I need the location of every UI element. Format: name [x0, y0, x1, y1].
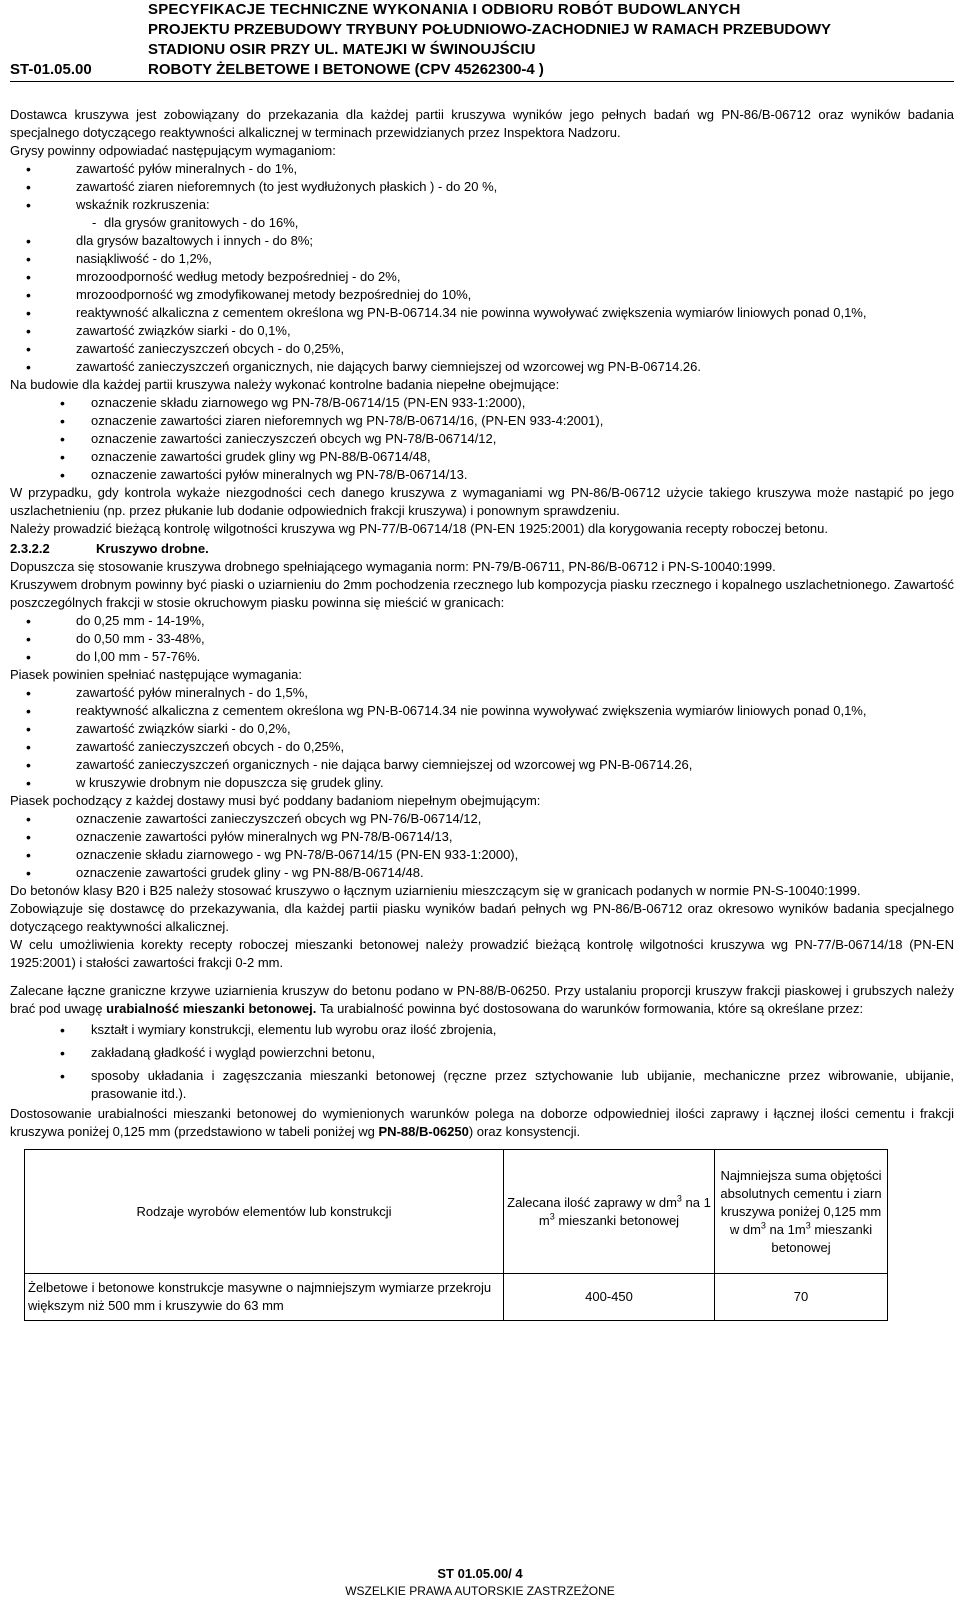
list-item: • oznaczenie zawartości pyłów mineralnych wg PN-78/B-06714/13.	[10, 466, 954, 484]
list-item: • zawartość zanieczyszczeń obcych - do 0,25%,	[10, 340, 954, 358]
list-item: • oznaczenie składu ziarnowego wg PN-78/B-06714/15 (PN-EN 933-1:2000),	[10, 394, 954, 412]
list-item: • mrozoodporność wg zmodyfikowanej metody bezpośredniej do 10%,	[10, 286, 954, 304]
text-run: Ta urabialność powinna być dostosowana do warunków formowania, które są określane przez:	[316, 1001, 864, 1016]
text-run: na 1m	[765, 1221, 806, 1237]
list-item: • oznaczenie zawartości ziaren nieforemnych wg PN-78/B-06714/16, (PN-EN 933-4:2001),	[10, 412, 954, 430]
list-item: • zawartość zanieczyszczeń organicznych - nie dająca barwy ciemniejszej od wzorcowej wg PN-B-06714.26,	[10, 756, 954, 774]
section-heading	[10, 540, 954, 558]
paragraph: Piasek pochodzący z każdej dostawy musi być poddany badaniom niepełnym obejmującym:	[10, 793, 541, 808]
list-item: - dla grysów granitowych - do 16%,	[10, 214, 954, 232]
table-header-cell	[504, 1150, 715, 1274]
list-item: • oznaczenie składu ziarnowego - wg PN-78/B-06714/15 (PN-EN 933-1:2000),	[10, 846, 954, 864]
bullet-list	[10, 232, 954, 376]
paragraph: Dostawca kruszywa jest zobowiązany do przekazania dla każdej partii kruszywa wyników jego pełnych badań wg PN-86/B-06712 oraz wyników badania specjalnego dotyczącego reaktywności alkalicznej w terminach przewidzianych przez Inspektora Nadzoru.	[10, 107, 954, 140]
paragraph: W przypadku, gdy kontrola wykaże niezgodności cech danego kruszywa z wymaganiami wg PN-86/B-06712 użycie takiego kruszywa może nastąpić po jego uszlachetnieniu (np. przez płukanie lub dodanie odpowiednich frakcji kruszywa) i ponownym sprawdzeniu.	[10, 485, 954, 518]
list-item: • dla grysów bazaltowych i innych - do 8%;	[10, 232, 954, 250]
section-number: 2.3.2.2	[10, 541, 50, 556]
list-item: • nasiąkliwość - do 1,2%,	[10, 250, 954, 268]
paragraph: Piasek powinien spełniać następujące wymagania:	[10, 667, 302, 682]
table-cell: Żelbetowe i betonowe konstrukcje masywne o najmniejszym wymiarze przekroju większym niż 500 mm i kruszywie do 63 mm	[25, 1274, 504, 1321]
list-item: • oznaczenie zawartości zanieczyszczeń obcych wg PN-76/B-06714/12,	[10, 810, 954, 828]
paragraph	[10, 982, 954, 1018]
list-item: • zawartość pyłów mineralnych - do 1%,	[10, 160, 954, 178]
table-cell: 400-450	[504, 1274, 715, 1321]
document-body	[10, 106, 954, 1321]
bold-text: urabialność mieszanki betonowej.	[106, 1001, 317, 1016]
table-row	[25, 1274, 888, 1321]
text-run: mieszanki betonowej	[554, 1212, 680, 1228]
text-run: Zalecana ilość zaprawy w dm	[507, 1194, 677, 1210]
bullet-list	[10, 810, 954, 882]
paragraph: Do betonów klasy B20 i B25 należy stosować kruszywo o łącznym uziarnieniu mieszczącym się w granicach podanych w normie PN-S-10040:1999.	[10, 883, 861, 898]
document-page	[10, 0, 954, 1321]
list-item: • reaktywność alkaliczna z cementem określona wg PN-B-06714.34 nie powinna wywoływać zwiększenia wymiarów liniowych ponad 0,1%,	[10, 702, 954, 720]
list-item: • zawartość związków siarki - do 0,2%,	[10, 720, 954, 738]
paragraph: Na budowie dla każdej partii kruszywa należy wykonać kontrolne badania niepełne obejmujące:	[10, 377, 560, 392]
paragraph: Dopuszcza się stosowanie kruszywa drobnego spełniającego wymagania norm: PN-79/B-06711, PN-86/B-06712 i PN-S-10040:1999.	[10, 559, 776, 574]
list-item: • sposoby układania i zagęszczania mieszanki betonowej (ręczne przez sztychowanie lub ubijanie, mechaniczne przez wibrowanie, ubijanie, prasowanie itd.).	[10, 1067, 954, 1103]
list-item: • w kruszywie drobnym nie dopuszcza się grudek gliny.	[10, 774, 954, 792]
bullet-list	[10, 394, 954, 484]
header-line-4	[10, 60, 954, 82]
table-cell: 70	[715, 1274, 888, 1321]
dash-list	[10, 214, 954, 232]
bold-text: PN-88/B-06250	[378, 1124, 469, 1139]
text-run: Najmniejsza suma objętości absolutnych cementu i ziarn kruszywa poniżej 0,125 mm w dm	[720, 1167, 882, 1237]
text-run: ) oraz konsystencji.	[468, 1124, 581, 1139]
spec-title: ROBOTY ŻELBETOWE I BETONOWE (CPV 45262300-4 )	[148, 61, 544, 78]
superscript: 3	[760, 1220, 766, 1231]
paragraph: Kruszywem drobnym powinny być piaski o uziarnieniu do 2mm pochodzenia rzecznego lub kompozycja piasku rzecznego i kopalnego uszlachetnionego. Zawartość poszczególnych frakcji w stosie okruchowym piasku powinna się mieścić w granicach:	[10, 577, 954, 610]
list-item: • oznaczenie zawartości grudek gliny - wg PN-88/B-06714/48.	[10, 864, 954, 882]
paragraph: Zobowiązuje się dostawcę do przekazywania, dla każdej partii piasku wyników badań pełnych wg PN-86/B-06712 oraz okresowo wyników badania specjalnego dotyczącego reaktywności alkalicznej.	[10, 901, 954, 934]
list-item: • zawartość zanieczyszczeń obcych - do 0,25%,	[10, 738, 954, 756]
header-line-1: SPECYFIKACJE TECHNICZNE WYKONANIA I ODBIORU ROBÓT BUDOWLANYCH	[148, 1, 741, 18]
text-run: Zalecane łączne graniczne krzywe uziarnienia kruszyw do betonu podano w PN-88/B-06250. Przy ustalaniu proporcji kruszyw frakcji piaskowej i grubszych należy brać pod uwagę	[10, 983, 954, 1016]
list-item: • do 0,25 mm - 14-19%,	[10, 612, 954, 630]
list-item: • oznaczenie zawartości pyłów mineralnych wg PN-78/B-06714/13,	[10, 828, 954, 846]
text-run: Dostosowanie urabialności mieszanki betonowej do wymienionych warunków polega na doborze odpowiedniej ilości zaprawy i łącznej ilości cementu i frakcji kruszywa poniżej 0,125 mm (przedstawiono w tabeli poniżej wg	[10, 1106, 954, 1139]
list-item: • wskaźnik rozkruszenia:	[10, 196, 954, 214]
bullet-list	[10, 1021, 954, 1103]
paragraph: Grysy powinny odpowiadać następującym wymaganiom:	[10, 143, 336, 158]
paragraph: W celu umożliwienia korekty recepty roboczej mieszanki betonowej należy prowadzić bieżącą kontrolę wilgotności kruszywa wg PN-77/B-06714/18 (PN-EN 1925:2001) i stałości zawartości frakcji 0-2 mm.	[10, 937, 954, 970]
text-run: na 1 m	[538, 1194, 711, 1228]
spec-code: ST-01.05.00	[10, 61, 92, 78]
mix-table	[24, 1149, 888, 1321]
text-run: mieszanki betonowej	[771, 1221, 873, 1255]
list-item: • do l,00 mm - 57-76%.	[10, 648, 954, 666]
superscript: 3	[805, 1220, 811, 1231]
copyright-notice: WSZELKIE PRAWA AUTORSKIE ZASTRZEŻONE	[345, 1584, 615, 1598]
header-line-2: PROJEKTU PRZEBUDOWY TRYBUNY POŁUDNIOWO-ZACHODNIEJ W RAMACH PRZEBUDOWY	[148, 21, 832, 38]
bullet-list	[10, 612, 954, 666]
table-header-row	[25, 1150, 888, 1274]
table-header-cell	[715, 1150, 888, 1274]
page-number: ST 01.05.00/ 4	[437, 1566, 523, 1581]
superscript: 3	[549, 1211, 555, 1222]
list-item: • zawartość ziaren nieforemnych (to jest wydłużonych płaskich ) - do 20 %,	[10, 178, 954, 196]
superscript: 3	[676, 1193, 682, 1204]
bullet-list	[10, 684, 954, 792]
list-item: • do 0,50 mm - 33-48%,	[10, 630, 954, 648]
header-line-3: STADIONU OSIR PRZY UL. MATEJKI W ŚWINOUJŚCIU	[148, 41, 536, 58]
paragraph: Należy prowadzić bieżącą kontrolę wilgotności kruszywa wg PN-77/B-06714/18 (PN-EN 1925:2001) dla korygowania recepty roboczej betonu.	[10, 521, 828, 536]
list-item: • mrozoodporność według metody bezpośredniej - do 2%,	[10, 268, 954, 286]
paragraph	[10, 1105, 954, 1141]
list-item: • oznaczenie zawartości zanieczyszczeń obcych wg PN-78/B-06714/12,	[10, 430, 954, 448]
section-title: Kruszywo drobne.	[96, 541, 209, 556]
list-item: • zakładaną gładkość i wygląd powierzchni betonu,	[10, 1044, 954, 1062]
list-item: • zawartość pyłów mineralnych - do 1,5%,	[10, 684, 954, 702]
list-item: • kształt i wymiary konstrukcji, elementu lub wyrobu oraz ilość zbrojenia,	[10, 1021, 954, 1039]
list-item: • reaktywność alkaliczna z cementem określona wg PN-B-06714.34 nie powinna wywoływać zwiększenia wymiarów liniowych ponad 0,1%,	[10, 304, 954, 322]
table-header-cell: Rodzaje wyrobów elementów lub konstrukcji	[25, 1150, 504, 1274]
list-item: • zawartość zanieczyszczeń organicznych, nie dających barwy ciemniejszej od wzorcowej wg PN-B-06714.26.	[10, 358, 954, 376]
list-item: • oznaczenie zawartości grudek gliny wg PN-88/B-06714/48,	[10, 448, 954, 466]
list-item: • zawartość związków siarki - do 0,1%,	[10, 322, 954, 340]
bullet-list	[10, 160, 954, 214]
